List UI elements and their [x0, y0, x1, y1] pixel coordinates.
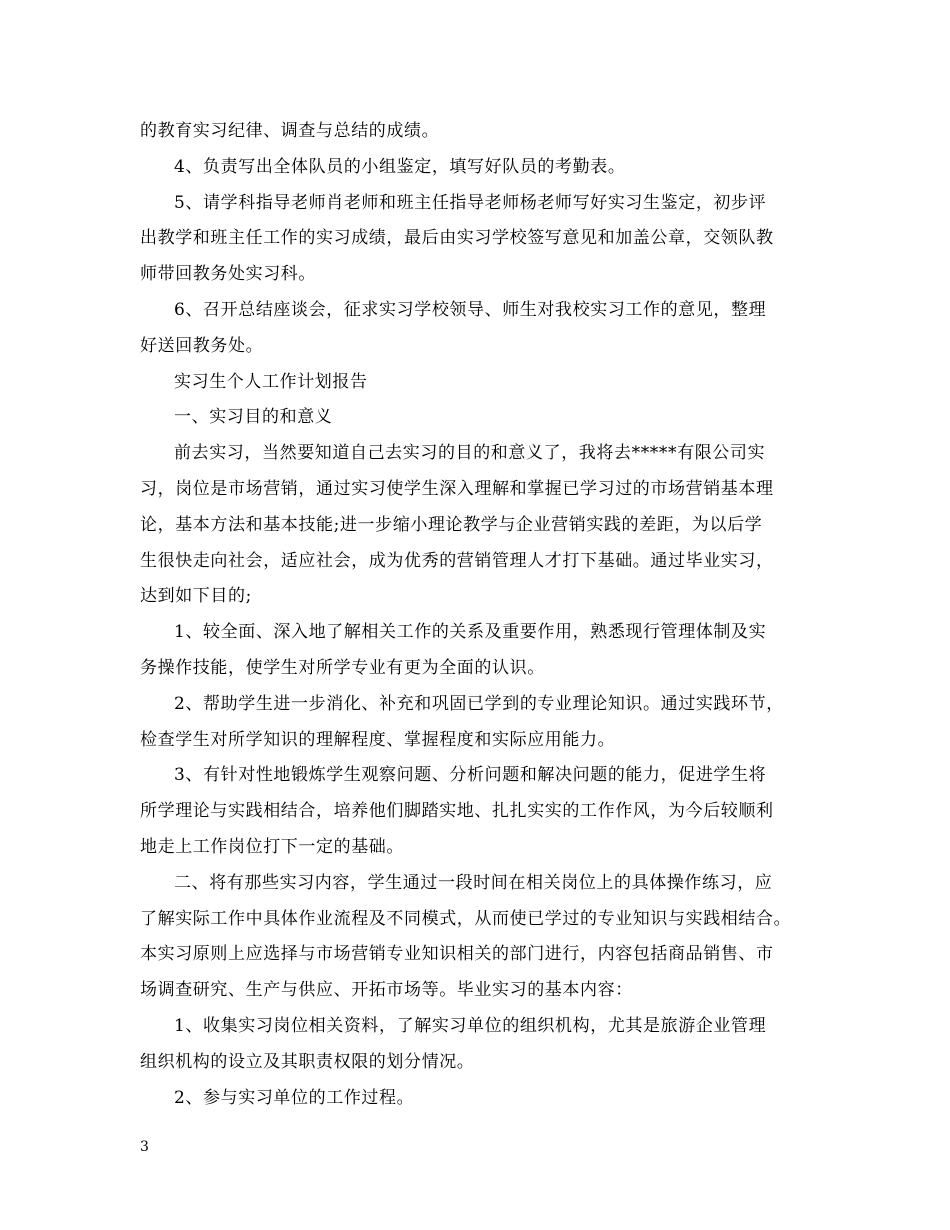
text-line: 检查学生对所学知识的理解程度、掌握程度和实际应用能力。 — [140, 729, 616, 750]
text-line: 5、请学科指导老师肖老师和班主任指导老师杨老师写好实习生鉴定，初步评 — [174, 192, 767, 213]
text-line: 地走上工作岗位打下一定的基础。 — [140, 836, 404, 857]
text-line: 所学理论与实践相结合，培养他们脚踏实地、扎扎实实的工作作风，为今后较顺利 — [140, 801, 774, 822]
text-line: 场调查研究、生产与供应、开拓市场等。毕业实习的基本内容： — [140, 980, 633, 1001]
text-line: 4、负责写出全体队员的小组鉴定，填写好队员的考勤表。 — [174, 156, 626, 177]
text-line: 务操作技能，使学生对所学专业有更为全面的认识。 — [140, 657, 545, 678]
page-number: 3 — [140, 1139, 149, 1155]
text-line: 的教育实习纪律、调查与总结的成绩。 — [140, 121, 440, 141]
text-line: 论，基本方法和基本技能;进一步缩小理论教学与企业营销实践的差距，为以后学 — [140, 514, 763, 535]
text-line: 2、帮助学生进一步消化、补充和巩固已学到的专业理论知识。通过实践环节， — [174, 693, 784, 714]
text-line: 二、将有那些实习内容，学生通过一段时间在相关岗位上的具体操作练习，应 — [174, 872, 773, 893]
text-line: 好送回教务处。 — [140, 335, 264, 356]
text-line: 一、实习目的和意义 — [174, 407, 333, 428]
text-line: 组织机构的设立及其职责权限的划分情况。 — [140, 1051, 475, 1072]
text-line: 生很快走向社会，适应社会，成为优秀的营销管理人才打下基础。通过毕业实习， — [140, 550, 774, 571]
text-line: 习，岗位是市场营销，通过实习使学生深入理解和掌握已学习过的市场营销基本理 — [140, 478, 774, 499]
text-line: 师带回教务处实习科。 — [140, 264, 316, 285]
text-line: 1、收集实习岗位相关资料，了解实习单位的组织机构，尤其是旅游企业管理 — [174, 1015, 767, 1036]
text-line: 实习生个人工作计划报告 — [174, 371, 368, 392]
text-line: 前去实习，当然要知道自己去实习的目的和意义了，我将去*****有限公司实 — [174, 443, 766, 464]
text-line: 达到如下目的; — [140, 586, 252, 607]
text-line: 出教学和班主任工作的实习成绩，最后由实习学校签写意见和加盖公章，交领队教 — [140, 228, 774, 249]
text-line: 了解实际工作中具体作业流程及不同模式，从而使已学过的专业知识与实践相结合。 — [140, 908, 792, 929]
text-line: 3、有针对性地锻炼学生观察问题、分析问题和解决问题的能力，促进学生将 — [174, 765, 767, 786]
text-line: 6、召开总结座谈会，征求实习学校领导、师生对我校实习工作的意见，整理 — [174, 299, 767, 320]
text-line: 本实习原则上应选择与市场营销专业知识相关的部门进行，内容包括商品销售、市 — [140, 944, 774, 965]
text-line: 2、参与实习单位的工作过程。 — [174, 1087, 415, 1108]
text-line: 1、较全面、深入地了解相关工作的关系及重要作用，熟悉现行管理体制及实 — [174, 622, 767, 643]
document-body — [140, 114, 812, 1116]
